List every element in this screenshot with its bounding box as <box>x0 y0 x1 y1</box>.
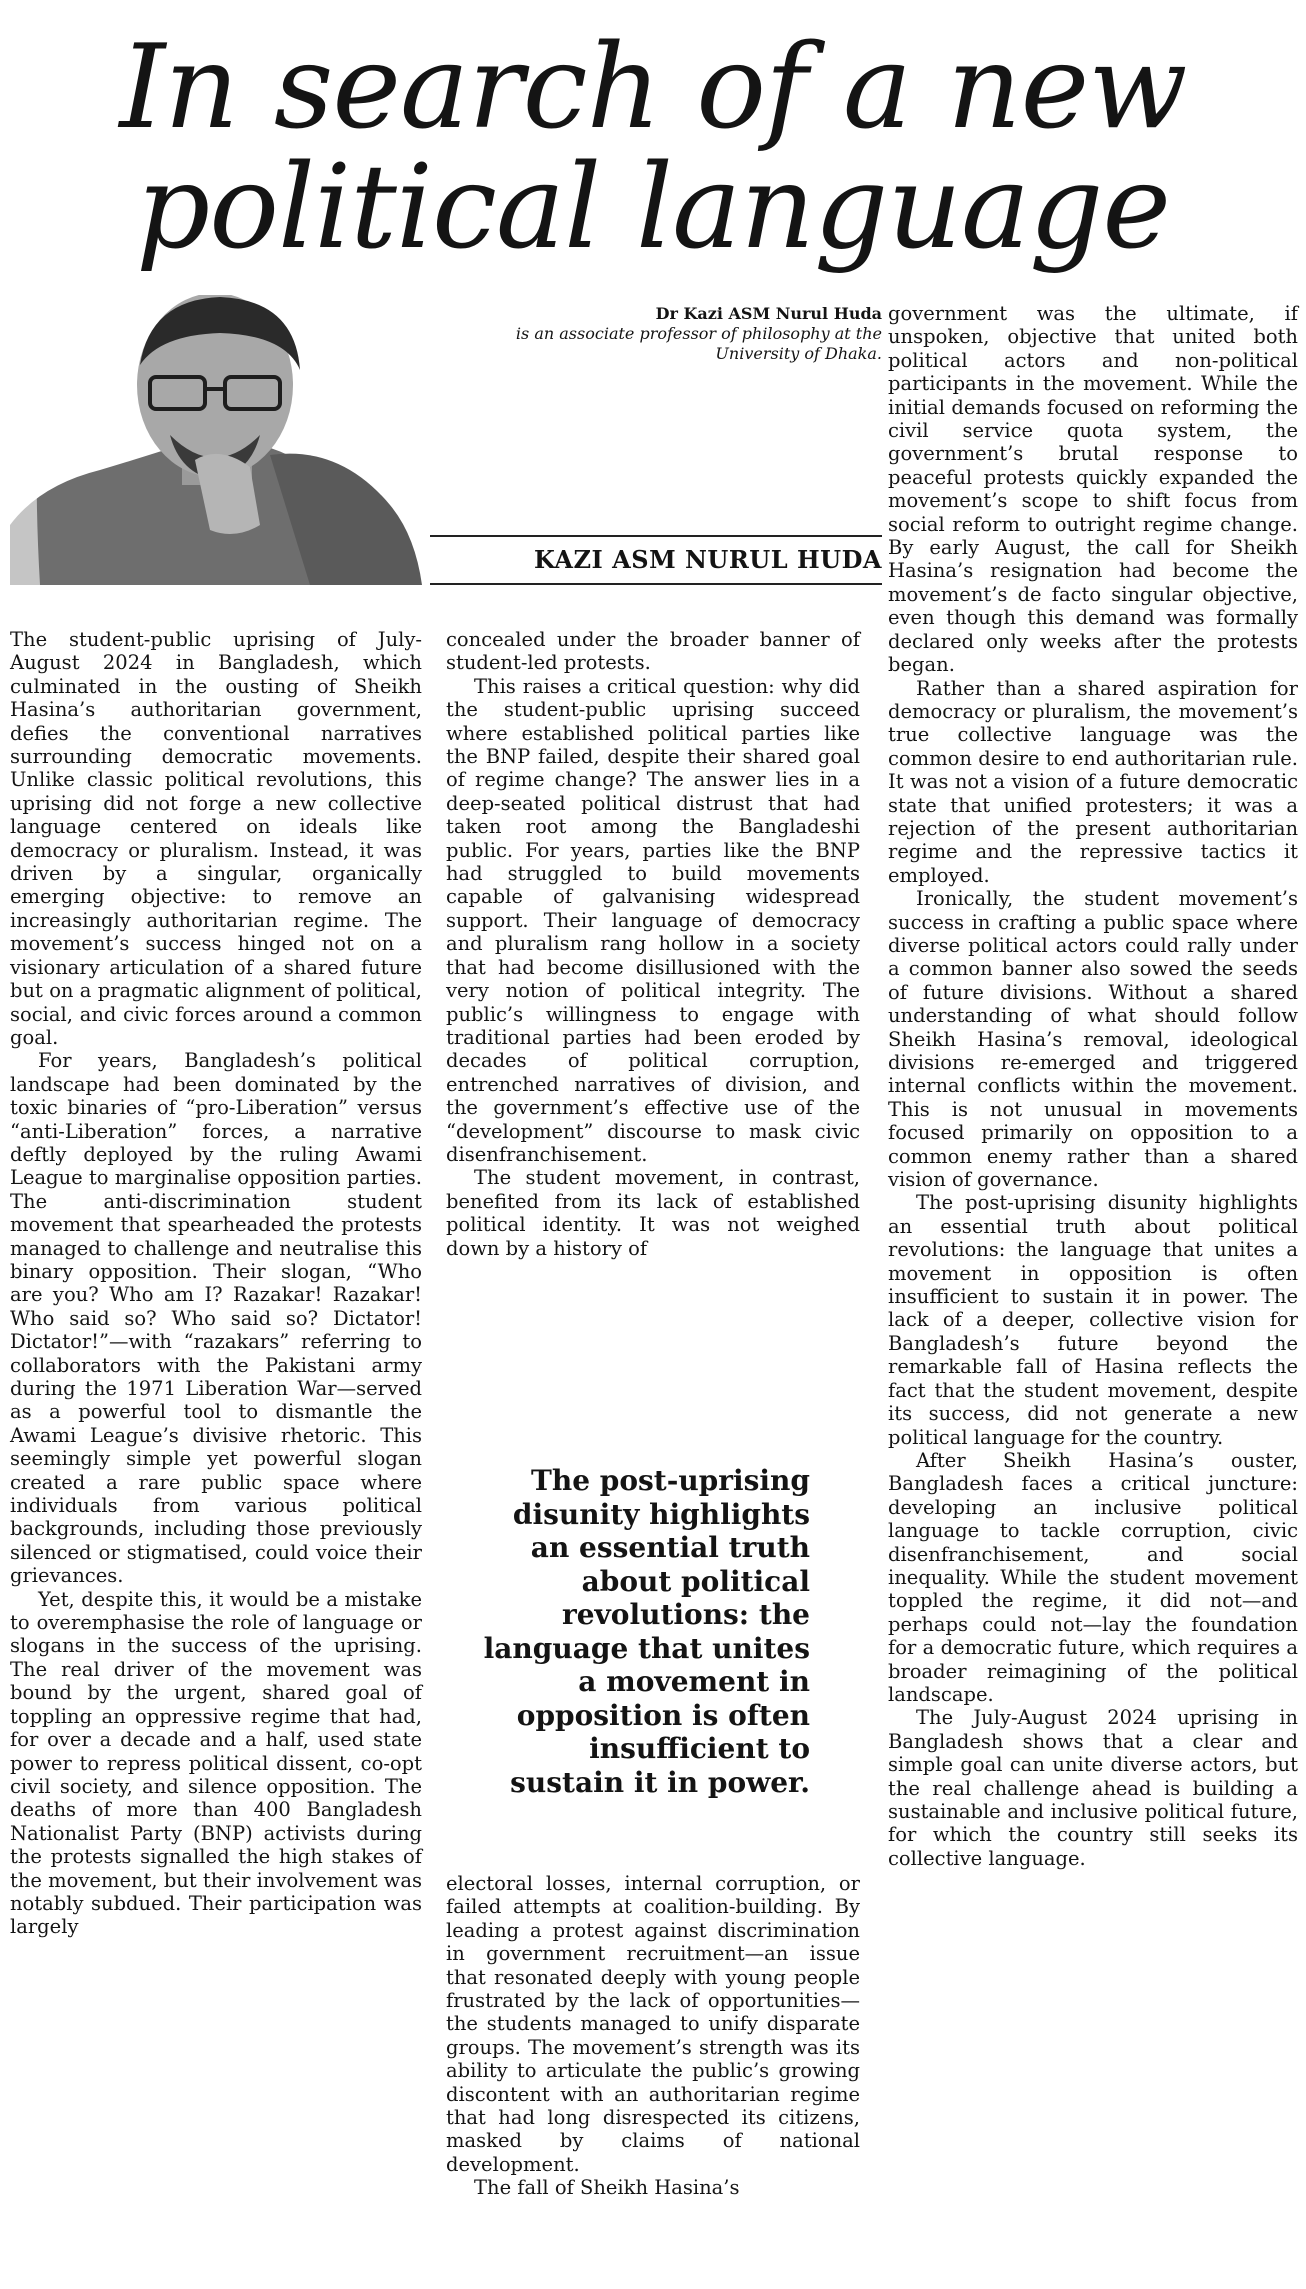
paragraph: The student-public uprising of July-August 2024 in Bangladesh, which culminated in the ousting of Sheikh Hasina’s authoritarian government, defies the conventional narratives surrounding democratic movements. Unlike classic political revolutions, this uprising did not forge a new collective language centered on ideals like democracy or pluralism. Instead, it was driven by a singular, organically emerging objective: to remove an increasingly authoritarian regime. The movement’s success hinged not on a visionary articulation of a shared future but on a pragmatic alignment of political, social, and civic forces around a common goal. <box>10 628 422 1049</box>
paragraph: The fall of Sheikh Hasina’s <box>474 2176 740 2200</box>
paragraph: government was the ultimate, if unspoken, objective that united both political actors and non-political participants in the movement. While the initial demands focused on reforming the civil service quota system, the government’s brutal response to peaceful protests quickly expanded the movement’s scope to shift focus from social reform to outright regime change. By early August, the call for Sheikh Hasina’s resignation had become the movement’s de facto singular objective, even though this demand was formally declared only weeks after the protests began. <box>888 302 1298 677</box>
pull-quote: The post-uprising disunity highlights an essential truth about political revolutions: the language that unites a movement in opposition is often insufficient to sustain it in power. <box>483 1464 810 1799</box>
headline-line-2: political language <box>135 140 1171 275</box>
paragraph: The student movement, in contrast, benefited from its lack of established political identity. It was not weighed down by a history of <box>446 1166 860 1260</box>
paragraph: concealed under the broader banner of student-led protests. <box>446 628 860 675</box>
headline <box>0 20 1306 275</box>
paragraph: After Sheikh Hasina’s ouster, Bangladesh faces a critical juncture: developing an inclusive political language to tackle corruption, civic disenfranchisement, and social inequality. While the student movement toppled the regime, it did not—and perhaps could not—lay the foundation for a democratic future, which requires a broader reimagining of the political landscape. <box>888 1448 1298 1706</box>
paragraph: The July-August 2024 uprising in Bangladesh shows that a clear and simple goal can unite diverse actors, but the real challenge ahead is building a sustainable and inclusive political future, for which the country still seeks its collective language. <box>888 1706 1298 1870</box>
article-column-3 <box>888 302 1298 1870</box>
paragraph: electoral losses, internal corruption, or failed attempts at coalition-building. By leading a protest against discrimination in government recruitment—an issue that resonated deeply with young people frustrated by the lack of opportunities—the students managed to unify disparate groups. The movement’s strength was its ability to articulate the public’s growing discontent with an authoritarian regime that had long disrespected its citizens, masked by claims of national development. <box>446 1872 860 2176</box>
paragraph: For years, Bangladesh’s political landscape had been dominated by the toxic binaries of “pro-Liberation” versus “anti-Liberation” forces, a narrative deftly deployed by the ruling Awami League to marginalise opposition parties. The anti-discrimination student movement that spearheaded the protests managed to challenge and neutralise this binary opposition. Their slogan, “Who are you? Who am I? Razakar! Razakar! Who said so? Who said so? Dictator! Dictator!”—with “razakars” referring to collaborators with the Pakistani army during the 1971 Liberation War—served as a powerful tool to dismantle the Awami League’s divisive rhetoric. This seemingly simple yet powerful slogan created a rare public space where individuals from various political backgrounds, including those previously silenced or stigmatised, could voice their grievances. <box>10 1049 422 1588</box>
author-name: KAZI ASM NURUL HUDA <box>534 545 882 574</box>
author-bio-name: Dr Kazi ASM Nurul Huda <box>655 304 882 323</box>
paragraph: The post-uprising disunity highlights an essential truth about political revolutions: the language that unites a movement in opposition is often insufficient to sustain it in power. The lack of a deeper, collective vision for Bangladesh’s future beyond the remarkable fall of Hasina reflects the fact that the student movement, despite its success, did not generate a new political language for the country. <box>888 1191 1298 1449</box>
author-bio-text: is an associate professor of philosophy at the University of Dhaka. <box>515 324 882 363</box>
article-column-2-bottom <box>446 1872 860 2200</box>
author-byline <box>450 304 882 364</box>
paragraph: Yet, despite this, it would be a mistake to overemphasise the role of language or slogans in the success of the uprising. The real driver of the movement was bound by the urgent, shared goal of toppling an oppressive regime that had, for over a decade and a half, used state power to repress political dissent, co-opt civil society, and silence opposition. The deaths of more than 400 Bangladesh Nationalist Party (BNP) activists during the protests signalled the high stakes of the movement, but their involvement was notably subdued. Their participation was largely <box>10 1587 422 1939</box>
article-column-1 <box>10 628 422 1939</box>
paragraph: Rather than a shared aspiration for democracy or pluralism, the movement’s true collective language was the common desire to end authoritarian rule. It was not a vision of a future democratic state that unified protesters; it was a rejection of the present authoritarian regime and the repressive tactics it employed. <box>888 676 1298 887</box>
paragraph: Ironically, the student movement’s success in crafting a public space where diverse political actors could rally under a common banner also sowed the seeds of future divisions. Without a shared understanding of what should follow Sheikh Hasina’s removal, ideological divisions re-emerged and triggered internal conflicts within the movement. This is not unusual in movements focused primarily on opposition to a common enemy rather than a shared vision of governance. <box>888 887 1298 1192</box>
headline-line-1: In search of a new <box>119 20 1187 155</box>
author-photo <box>10 295 430 585</box>
paragraph: This raises a critical question: why did the student-public uprising succeed where established political parties like the BNP failed, despite their shared goal of regime change? The answer lies in a deep-seated political distrust that had taken root among the Bangladeshi public. For years, parties like the BNP had struggled to build movements capable of galvanising widespread support. Their language of democracy and pluralism rang hollow in a society that had become disillusioned with the very notion of political integrity. The public’s willingness to engage with traditional parties had been eroded by decades of political corruption, entrenched narratives of division, and the government’s effective use of the “development” discourse to mask civic disenfranchisement. <box>446 674 860 1166</box>
author-name-bar <box>430 535 882 585</box>
article-column-2-top <box>446 628 860 1260</box>
